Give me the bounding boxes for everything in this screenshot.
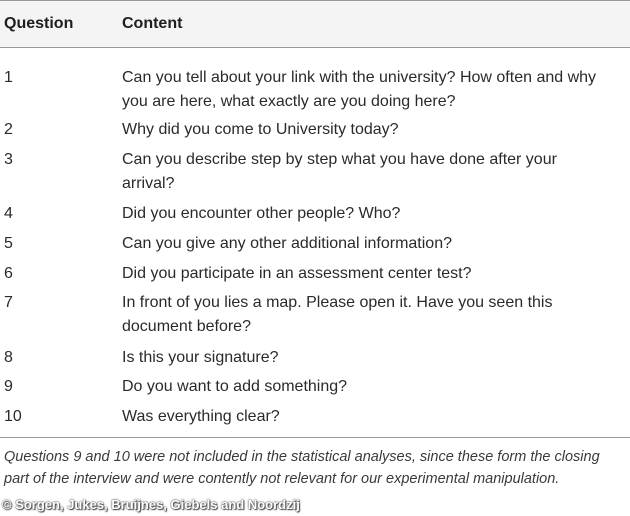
question-content: Can you give any other additional information? (122, 235, 452, 252)
question-number: 1 (4, 69, 13, 86)
question-number: 3 (4, 151, 13, 168)
question-number: 8 (4, 349, 13, 366)
question-content: Was everything clear? (122, 408, 280, 425)
header-content: Content (122, 15, 183, 32)
question-content: Can you describe step by step what you have done after your arrival? (122, 151, 557, 192)
question-content: Did you encounter other people? Who? (122, 205, 401, 222)
question-number: 10 (4, 408, 22, 425)
question-number: 9 (4, 378, 13, 395)
question-content: Is this your signature? (122, 349, 279, 366)
question-content: Why did you come to University today? (122, 121, 399, 138)
question-number: 5 (4, 235, 13, 252)
table-bottom-rule (0, 437, 630, 438)
question-content: Did you participate in an assessment center test? (122, 265, 472, 282)
question-number: 7 (4, 294, 13, 311)
question-content: Do you want to add something? (122, 378, 348, 395)
table-footnote: Questions 9 and 10 were not included in the statistical analyses, since these form the closing part of the interview and were contently not relevant for our experimental manipulation. (4, 449, 600, 487)
copyright-watermark: © Sorgen, Jukes, Bruijnes, Giebels and Noordzij (2, 497, 300, 512)
header-question: Question (4, 15, 74, 32)
question-number: 4 (4, 205, 13, 222)
question-content: Can you tell about your link with the university? How often and why you are here, what exactly are you doing here? (122, 69, 597, 110)
question-number: 2 (4, 121, 13, 138)
table-header-row (0, 0, 630, 48)
question-number: 6 (4, 265, 13, 282)
question-content: In front of you lies a map. Please open it. Have you seen this document before? (122, 294, 553, 335)
